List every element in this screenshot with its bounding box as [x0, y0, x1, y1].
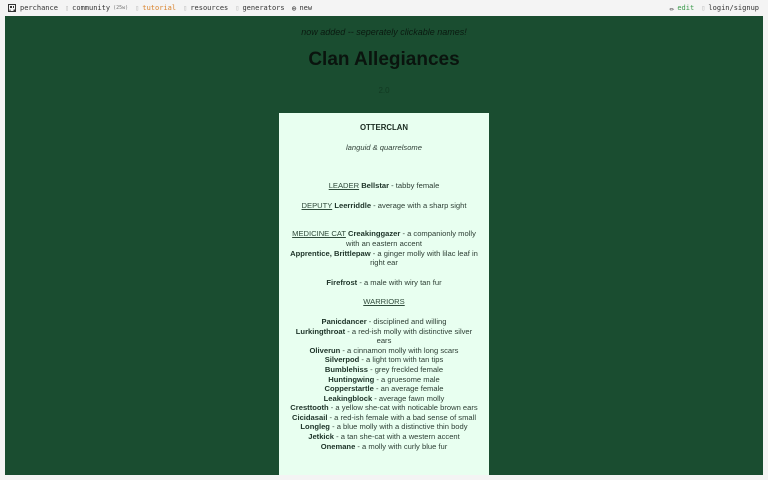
nav-new-label: new [299, 4, 313, 12]
deputy-name[interactable]: Leerriddle [334, 200, 372, 210]
clan-panel [279, 113, 489, 475]
warrior-desc: - a blue molly with a distinctive thin body [329, 422, 468, 432]
nav-generators[interactable] [235, 4, 284, 12]
warriors-heading[interactable]: WARRIORS [363, 297, 405, 307]
warrior-desc: - grey freckled female [367, 364, 444, 374]
extra-name[interactable]: Firefrost [326, 277, 358, 287]
resources-icon: ▯ [183, 4, 188, 12]
tutorial-icon: ▯ [135, 4, 140, 12]
warrior-desc: - a cinnamon molly with long scars [340, 345, 459, 355]
extra-entry [279, 278, 489, 288]
nav-community[interactable] [65, 4, 128, 12]
warrior-desc: - a red-ish molly with distinctive silver ears [345, 326, 473, 346]
list-item [279, 384, 489, 394]
warriors-list [279, 317, 489, 451]
warrior-name[interactable]: Jetkick [308, 432, 334, 442]
warrior-name[interactable]: Longleg [300, 422, 330, 432]
top-nav-right [670, 4, 768, 13]
warrior-name[interactable]: Silverpod [324, 355, 360, 365]
nav-tutorial[interactable] [135, 4, 176, 12]
login-icon: ▯ [701, 4, 706, 12]
medicine-cat-role[interactable]: MEDICINE CAT [292, 229, 346, 239]
warrior-desc: - a molly with curly blue fur [355, 441, 448, 451]
warrior-desc: - a tan she-cat with a western accent [333, 432, 460, 442]
list-item [279, 327, 489, 346]
warrior-desc: - a yellow she-cat with noticable brown ears [328, 403, 478, 413]
nav-edit[interactable] [670, 4, 695, 13]
deputy-entry [279, 201, 489, 211]
generator-frame [5, 16, 763, 475]
list-item [279, 432, 489, 442]
nav-new[interactable] [292, 4, 312, 13]
nav-tutorial-label: tutorial [142, 4, 177, 12]
warriors-heading-row [279, 297, 489, 307]
plus-circle-icon: ⊕ [291, 3, 297, 13]
warrior-name[interactable]: Cresttooth [290, 403, 329, 413]
warrior-name[interactable]: Leakingblock [323, 393, 373, 403]
dice-icon [8, 4, 16, 12]
nav-generators-label: generators [242, 4, 285, 12]
page-subtitle: now added -- seperately clickable names! [301, 27, 467, 37]
apprentice-name[interactable]: Apprentice, Brittlepaw [290, 248, 371, 258]
deputy-role[interactable]: DEPUTY [301, 200, 333, 210]
leader-entry [279, 181, 489, 191]
warrior-desc: - disciplined and willing [366, 316, 447, 326]
deputy-desc: - average with a sharp sight [371, 200, 467, 210]
nav-perchance-label: perchance [20, 4, 58, 12]
nav-login[interactable] [701, 4, 759, 12]
nav-login-label: login/signup [708, 4, 759, 12]
nav-resources[interactable] [183, 4, 228, 12]
warrior-name[interactable]: Huntingwing [328, 374, 375, 384]
list-item [279, 317, 489, 327]
warrior-desc: - a gruesome male [374, 374, 440, 384]
top-nav-left [0, 4, 319, 13]
leader-desc: - tabby female [389, 181, 440, 191]
list-item [279, 413, 489, 423]
warrior-desc: - a light tom with tan tips [359, 355, 444, 365]
warrior-desc: - a red-ish female with a bad sense of small [327, 412, 477, 422]
list-item [279, 365, 489, 375]
warrior-name[interactable]: Bumblehiss [324, 364, 368, 374]
apprentice-entry [279, 249, 489, 268]
apprentice-desc: - a ginger molly with lilac leaf in right ear [370, 248, 478, 268]
warrior-name[interactable]: Copperstartle [324, 384, 374, 394]
nav-resources-label: resources [190, 4, 229, 12]
nav-edit-label: edit [677, 4, 695, 12]
page-title: Clan Allegiances [308, 49, 460, 70]
version-label: 2.0 [378, 86, 390, 95]
clan-description: languid & quarrelsome [346, 142, 422, 152]
warrior-desc: - average fawn molly [372, 393, 445, 403]
warrior-name[interactable]: Onemane [320, 441, 356, 451]
list-item [279, 355, 489, 365]
medicine-cat-desc: - a companionly molly with an eastern accent [346, 229, 476, 248]
nav-community-label: community [72, 4, 111, 12]
warrior-desc: - an average female [373, 384, 444, 394]
top-nav-bar [0, 0, 768, 16]
edit-icon: ✏ [669, 3, 675, 13]
leader-role[interactable]: LEADER [328, 181, 360, 191]
extra-desc: - a male with wiry tan fur [357, 277, 442, 287]
warrior-name[interactable]: Panicdancer [321, 316, 367, 326]
list-item [279, 422, 489, 432]
community-badge: (25w) [113, 5, 129, 11]
nav-perchance[interactable] [8, 4, 58, 12]
generators-icon: ▯ [235, 4, 240, 12]
warrior-name[interactable]: Lurkingthroat [295, 326, 346, 336]
list-item [279, 403, 489, 413]
list-item [279, 375, 489, 385]
clan-name: OTTERCLAN [359, 123, 409, 132]
medicine-cat-name[interactable]: Creakinggazer [347, 229, 401, 239]
warrior-name[interactable]: Cicidasail [291, 412, 328, 422]
community-icon: ▯ [64, 4, 70, 12]
list-item [279, 346, 489, 356]
leader-name[interactable]: Bellstar [361, 181, 390, 191]
medicine-cat-entry [279, 229, 489, 248]
warrior-name[interactable]: Oliverun [309, 345, 341, 355]
list-item [279, 442, 489, 452]
list-item [279, 394, 489, 404]
